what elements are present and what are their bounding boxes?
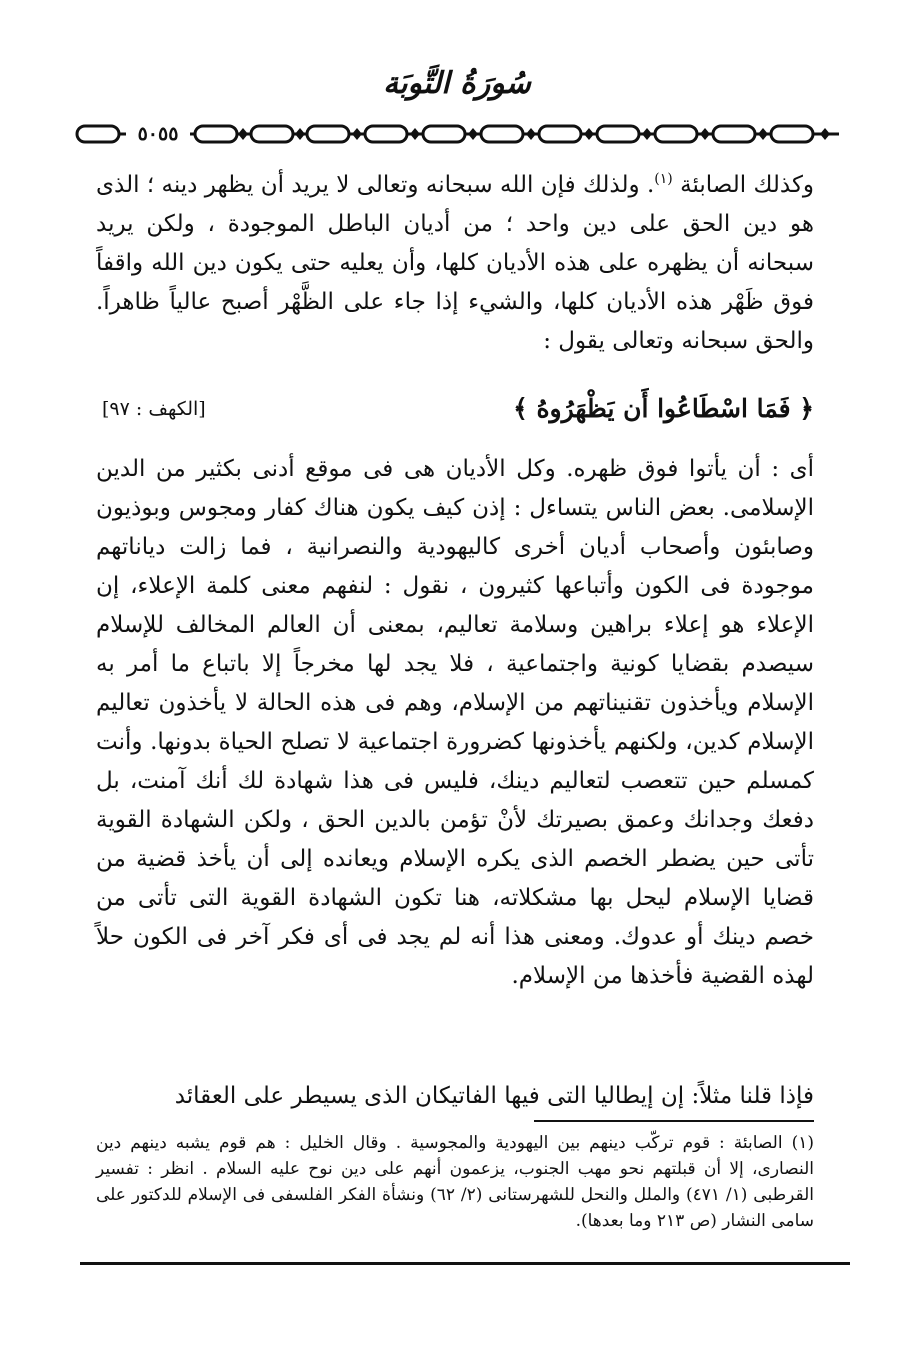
decorative-border-ornament <box>75 120 847 148</box>
verse-reference: [الكهف : ٩٧] <box>102 398 206 420</box>
paragraph-2 <box>96 450 814 996</box>
paragraph-3-text: فإذا قلنا مثلاً: إن إيطاليا التى فيها الفاتيكان الذى يسيطر على العقائد <box>174 1083 814 1109</box>
paragraph-3 <box>96 1077 814 1116</box>
page-number: ٥٠٥٥ <box>126 121 190 147</box>
paragraph-1-rest: . ولذلك فإن الله سبحانه وتعالى لا يريد أن يظهر دينه ؛ الذى هو دين الحق على دين واحد ؛ من أديان الباطل الموجودة ، ولكن يريد سبحانه أن يظهره على هذه الأديان كلها، وأن يعليه حتى يكون دين الله واقفاً فوق ظَهْر هذه الأديان كلها، والشيء إذا جاء على الظَّهْر أصبح عالياً ظاهراً. والحق سبحانه وتعالى يقول : <box>96 172 814 354</box>
footnote: (١) الصابئة : قوم تركّب دينهم بين اليهودية والمجوسية . وقال الخليل : هم قوم يشبه دينهم دين النصارى، إلا أن قبلتهم نحو مهب الجنوب، يزعمون أنهم على دين نوح عليه السلام . انظر : تفسير القرطبى (١/ ٤٧١) والملل والنحل للشهرستانى (٢/ ٦٢) ونشأة الفكر الفلسفى فى الإسلام للدكتور على سامى النشار (ص ٢١٣ وما بعدها). <box>96 1133 814 1231</box>
paragraph-2-text: أى : أن يأتوا فوق ظهره. وكل الأديان هى فى موقع أدنى بكثير من الدين الإسلامى. بعض الناس يتساءل : إذن كيف يكون هناك كفار ومجوس وبوذيون وصابئون وأصحاب أديان أخرى كاليهودية والنصرانية ، فما زالت دياناتهم موجودة فى الكون وأتباعها كثيرون ، نقول : لنفهم معنى كلمة الإعلاء، إن الإعلاء هو إعلاء براهين وسلامة تعاليم، بمعنى أن العالم المخالف للإسلام سيصدم بقضايا كونية واجتماعية ، فلا يجد لها مخرجاً إلا باتباع ما أمر به الإسلام ويأخذون تقنيناتهم من الإسلام، وهم فى هذه الحالة لا يأخذون تعاليم الإسلام كدين، ولكنهم يأخذونها كضرورة اجتماعية لا تصلح الحياة بدونها. وأنت كمسلم حين تتعصب لتعاليم دينك، فليس فى هذا شهادة لك أنك آمنت، بل دفعك وجدانك وعمق بصيرتك لأنْ تؤمن بالدين الحق ، ولكن الشهادة القوية تأتى حين يضطر الخصم الذى يكره الإسلام ويعانده إلى أن يأخذ قضية من قضايا الإسلام ليحل بها مشكلاته، هنا تكون الشهادة القوية التى تأتى من خصم دينك أو عدوك. ومعنى هذا أنه لم يجد فى أى فكر آخر فى الكون حلاً لهذه القضية فأخذها من الإسلام. <box>96 456 814 989</box>
footnote-separator <box>534 1120 814 1122</box>
quran-verse: ﴿ فَمَا اسْطَاعُوا أَن يَظْهَرُوهُ ﴾ <box>513 394 814 423</box>
footnote-reference: (١) <box>654 171 673 187</box>
bottom-rule <box>80 1262 850 1265</box>
surah-title: سُورَةُ التَّوبَة <box>383 66 531 101</box>
paragraph-1-start: وكذلك الصابئة <box>680 172 815 198</box>
paragraph-1 <box>96 160 814 361</box>
quran-verse-row <box>96 392 814 436</box>
